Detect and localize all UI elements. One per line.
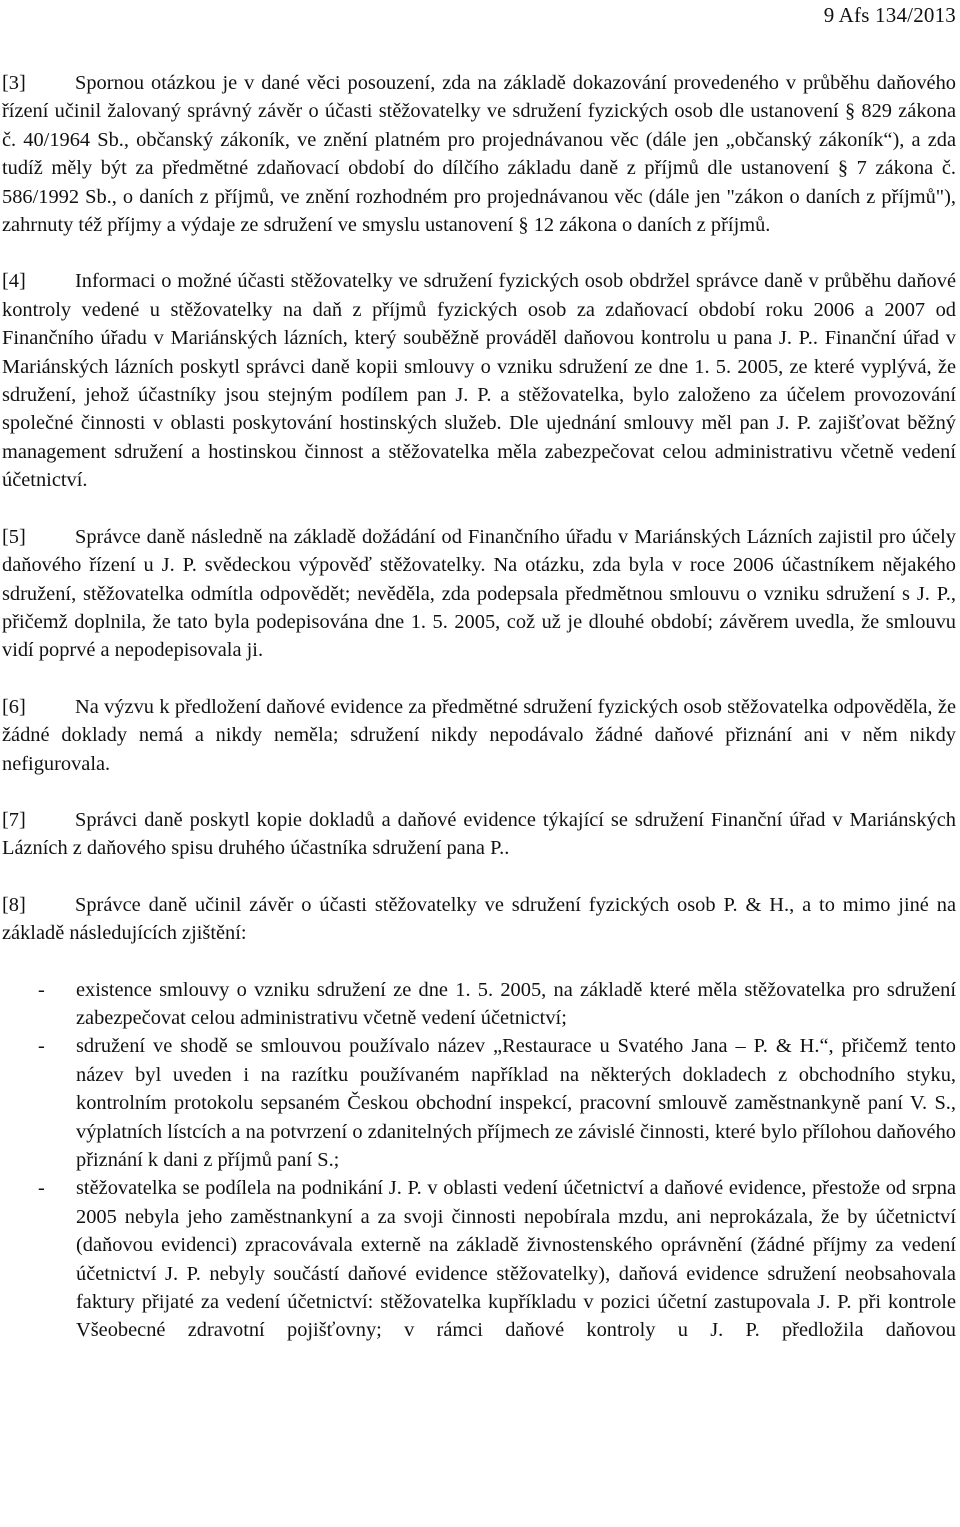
paragraph-4 — [2, 267, 956, 494]
paragraph-3 — [2, 69, 956, 239]
list-bullet: - — [38, 1177, 45, 1200]
paragraph-text: Správce daně učinil závěr o účasti stěžovatelky ve sdružení fyzických osob P. & H., a to mimo jiné na základě následujících zjištění: — [2, 893, 956, 945]
list-item — [2, 976, 956, 1033]
paragraph-5 — [2, 523, 956, 665]
case-number: 9 Afs 134/2013 — [823, 3, 956, 27]
paragraph-text: Spornou otázkou je v dané věci posouzení, zda na základě dokazování provedeného v průběhu daňového řízení učinil žalovaný správný závěr o účasti stěžovatelky ve sdružení fyzických osob dle ustanovení § 829 zákona č. 40/1964 Sb., občanský zákoník, ve znění platném pro projednávanou věc (dále jen „občanský zákoník“), a zda tudíž měly být za předmětné zdaňovací období do dílčího základu daně z příjmů dle ustanovení § 7 zákona č. 586/1992 Sb., o daních z příjmů, ve znění rozhodném pro projednávanou věc (dále jen "zákon o daních z příjmů"), zahrnuty též příjmy a výdaje ze sdružení ve smyslu ustanovení § 12 zákona o daních z příjmů. — [2, 72, 956, 237]
paragraph-number: [7] — [2, 808, 26, 831]
paragraph-text: Na výzvu k předložení daňové evidence za předmětné sdružení fyzických osob stěžovatelka odpověděla, že žádné doklady nemá a nikdy neměla; sdružení nikdy nepodávalo žádné daňové přiznání ani v něm nikdy nefigurovala. — [2, 695, 956, 775]
paragraph-number: [4] — [2, 270, 26, 293]
list-item-text: sdružení ve shodě se smlouvou používalo název „Restaurace u Svatého Jana – P. & H.“, přičemž tento název byl uveden i na razítku používaném například na některých dokladech z obchodního styku, kontrolním protokolu sepsaném Českou obchodní inspekcí, pracovní smlouvě zaměstnankyně paní V. S., výplatních lístcích a na potvrzení o zdanitelných příjmech ze závislé činnosti, které bylo přílohou daňového přiznání k dani z příjmů paní S.; — [76, 1035, 956, 1171]
paragraph-text: Správce daně následně na základě dožádání od Finančního úřadu v Mariánských Lázních zajistil pro účely daňového řízení u J. P. svědeckou výpověď stěžovatelky. Na otázku, zda byla v roce 2006 účastníkem nějakého sdružení, stěžovatelka odmítla odpovědět; nevěděla, zda podepsala předmětnou smlouvu o vzniku sdružení s J. P., přičemž doplnila, že tato byla podepisována dne 1. 5. 2005, což už je dlouhé období; závěrem uvedla, že smlouvu vidí poprvé a nepodepisovala ji. — [2, 525, 956, 662]
paragraph-6 — [2, 693, 956, 778]
list-item-text: stěžovatelka se podílela na podnikání J. P. v oblasti vedení účetnictví a daňové evidence, přestože od srpna 2005 nebyla jeho zaměstnankyní a za svoji činnosti nepobírala mzdu, ani neprokázala, že by účetnictví (daňovou evidenci) zpracovávala externě na základě živnostenského oprávnění (žádné příjmy za vedení účetnictví J. P. nebyly součástí daňové evidence stěžovatelky), daňová evidence sdružení neobsahovala faktury přijaté za vedení účetnictví: stěžovatelka kupříkladu v pozici účetní zastupovala J. P. při kontrole Všeobecné zdravotní pojišťovny; v rámci daňové kontroly u J. P. předložila daňovou — [76, 1177, 956, 1342]
list-bullet: - — [38, 978, 45, 1001]
list-bullet: - — [38, 1035, 45, 1058]
paragraph-number: [8] — [2, 893, 26, 916]
paragraph-7 — [2, 806, 956, 863]
list-item — [2, 1174, 956, 1344]
document-body — [2, 69, 956, 1345]
paragraph-number: [5] — [2, 525, 26, 548]
findings-list — [2, 976, 956, 1345]
paragraph-number: [3] — [2, 72, 26, 94]
paragraph-text: Správci daně poskytl kopie dokladů a daňové evidence týkající se sdružení Finanční úřad v Mariánských Lázních z daňového spisu druhého účastníka sdružení pana P.. — [2, 808, 956, 860]
paragraph-8 — [2, 891, 956, 948]
paragraph-text: Informaci o možné účasti stěžovatelky ve sdružení fyzických osob obdržel správce daně v průběhu daňové kontroly vedené u stěžovatelky na daň z příjmů fyzických osob za zdaňovací období roku 2006 a 2007 od Finančního úřadu v Mariánských lázních, který souběžně prováděl daňovou kontrolu u pana J. P.. Finanční úřad v Mariánských lázních poskytl správci daně kopii smlouvy o vzniku sdružení ze dne 1. 5. 2005, ze které vyplývá, že sdružení, jehož účastníky jsou stejným podílem pan J. P. a stěžovatelka, bylo založeno za účelem provozování společné činnosti v oblasti poskytování hostinských služeb. Dle ujednání smlouvy měl pan J. P. zajišťovat běžný management sdružení a hostinskou činnost a stěžovatelka měla zabezpečovat celou administrativu včetně vedení účetnictví. — [2, 270, 956, 492]
paragraph-number: [6] — [2, 695, 26, 718]
list-item-text: existence smlouvy o vzniku sdružení ze dne 1. 5. 2005, na základě které měla stěžovatelka pro sdružení zabezpečovat celou administrativu včetně vedení účetnictví; — [76, 978, 956, 1029]
list-item — [2, 1032, 956, 1174]
